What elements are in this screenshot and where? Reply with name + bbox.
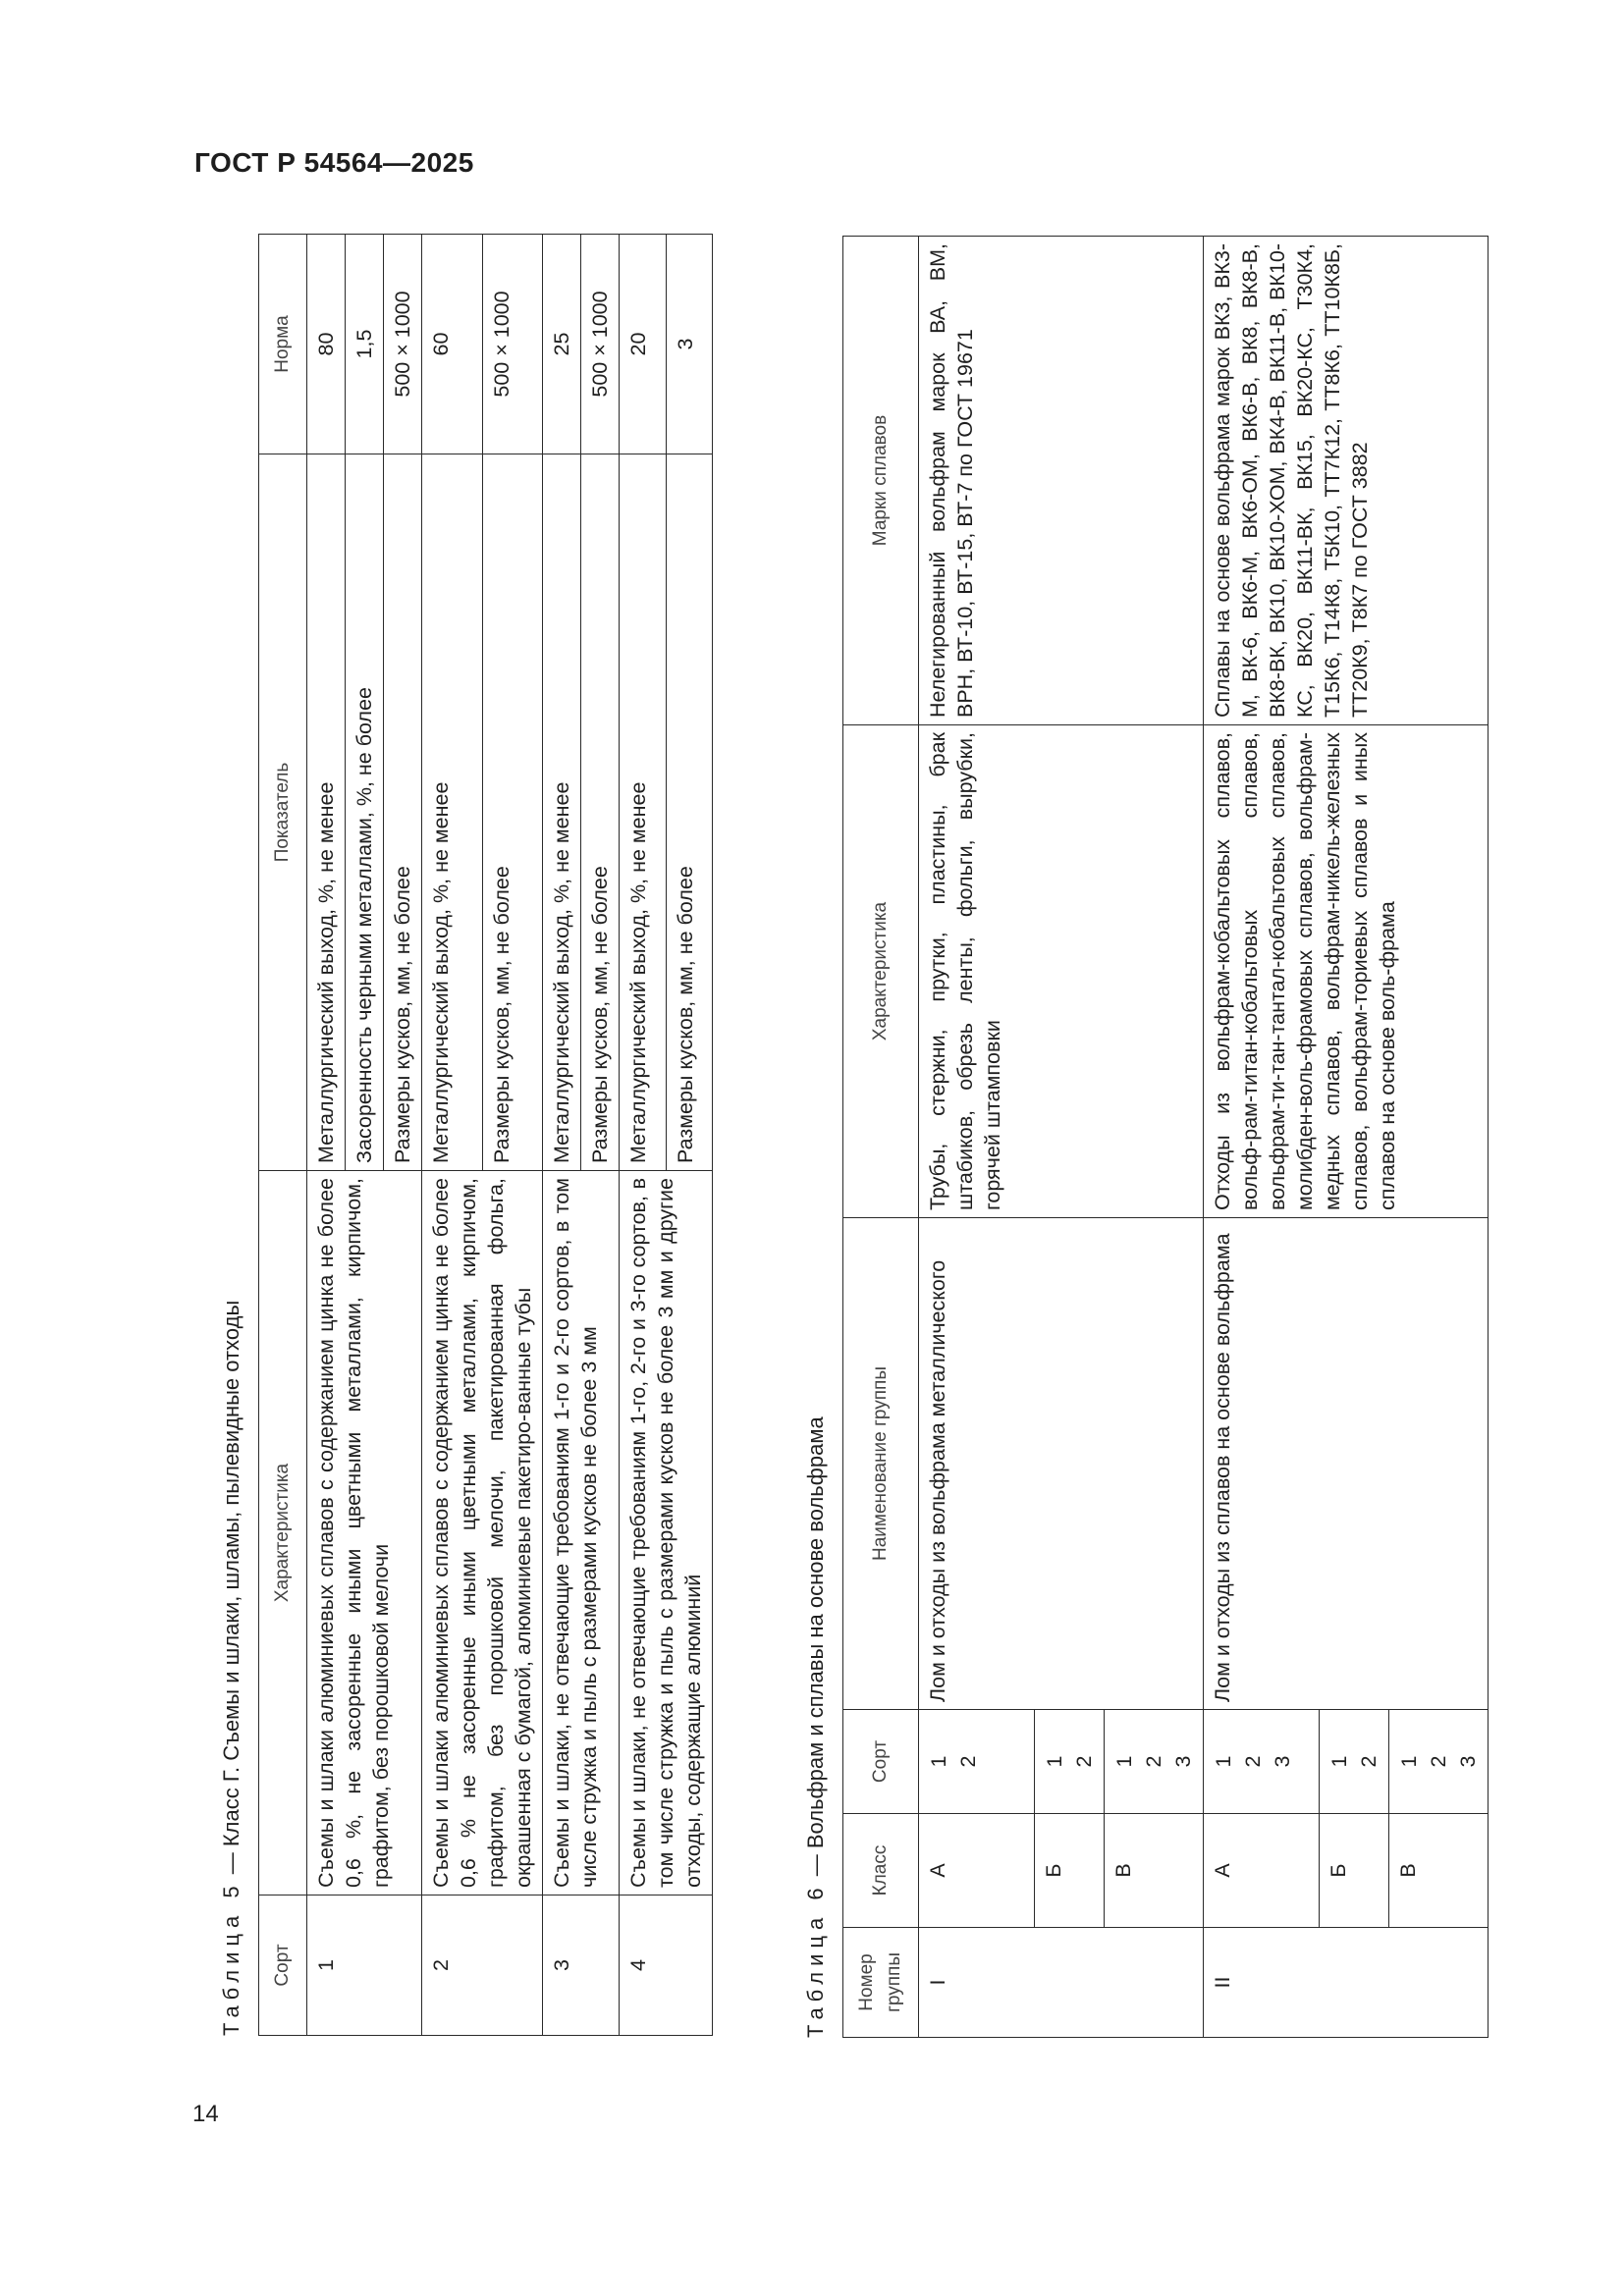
table6-block xyxy=(801,237,1489,2038)
table5-indicator-cell: Размеры кусков, мм, не более xyxy=(384,454,422,1171)
table5-caption-label: Таблица 5 xyxy=(219,1880,244,2036)
table6-caption-text: — Вольфрам и сплавы на основе вольфрама xyxy=(803,1416,828,1883)
table-row xyxy=(620,235,667,2036)
table6-class-cell: В xyxy=(1389,1814,1489,1928)
table5-norm-cell: 1,5 xyxy=(346,235,384,454)
table5-sort-cell: 2 xyxy=(422,1896,543,2036)
table5-norm-cell: 80 xyxy=(307,235,346,454)
table6-group-number-cell: II xyxy=(1204,1928,1489,2038)
table5-norm-cell: 60 xyxy=(422,235,483,454)
table5-sort-cell: 1 xyxy=(307,1896,422,2036)
table5-indicator-cell: Металлургический выход, %, не менее xyxy=(422,454,483,1171)
table5-indicator-cell: Размеры кусков, мм, не более xyxy=(666,454,713,1171)
table6-caption xyxy=(801,237,842,2038)
document-header: ГОСТ Р 54564—2025 xyxy=(194,147,474,178)
table5-norm-cell: 500 × 1000 xyxy=(384,235,422,454)
table5-indicator-cell: Засоренность черными металлами, %, не более xyxy=(346,454,384,1171)
table-row xyxy=(307,235,346,2036)
table5-characteristic-cell: Съемы и шлаки, не отвечающие требованиям 1-го и 2-го сортов, в том числе стружка и пыль с размерами кусков не более 3 мм xyxy=(543,1171,620,1896)
table6-header-group-number: Номер группы xyxy=(843,1928,919,2038)
table5-norm-cell: 25 xyxy=(543,235,581,454)
table-row xyxy=(422,235,483,2036)
table6-alloy-brands-cell: Сплавы на основе вольфрама марок ВК3, ВК3-М, ВК-6, ВК6-М, ВК6-ОМ, ВК6-В, ВК8, ВК8-В, ВК8-ВК, ВК10, ВК10-ХОМ, ВК4-В, ВК11-В, ВК10-КС, ВК20, ВК11-ВК, ВК15, ВК20-КС, Т30К4, Т15К6, Т14К8, Т5К10, ТТ7К12, ТТ8К6, ТТ10К8Б, ТТ20К9, Т8К7 по ГОСТ 3882 xyxy=(1204,237,1489,725)
table5-norm-cell: 500 × 1000 xyxy=(482,235,543,454)
table5-header-characteristic: Характеристика xyxy=(259,1171,307,1896)
table6-sort-cell: 1 2 xyxy=(1035,1710,1105,1814)
table6-header-characteristic: Характеристика xyxy=(843,725,919,1218)
table6-characteristic-cell: Трубы, стержни, прутки, пластины, брак штабиков, обрезь ленты, фольги, вырубки, горячей штамповки xyxy=(919,725,1204,1218)
table5-norm-cell: 20 xyxy=(620,235,667,454)
table5-block xyxy=(217,235,713,2036)
table5-indicator-cell: Металлургический выход, %, не менее xyxy=(543,454,581,1171)
table5-characteristic-cell: Съемы и шлаки, не отвечающие требованиям 1-го, 2-го и 3-го сортов, в том числе стружка и пыль с размерами кусков не более 3 мм и другие отходы, содержащие алюминий xyxy=(620,1171,713,1896)
table5-header-row xyxy=(259,235,307,2036)
table6-header-sort: Сорт xyxy=(843,1710,919,1814)
table6-sort-cell: 1 2 xyxy=(1320,1710,1389,1814)
table6-group-number-cell: I xyxy=(919,1928,1204,2038)
table5-characteristic-cell: Съемы и шлаки алюминиевых сплавов с содержанием цинка не более 0,6 % не засоренные иными цветными металлами, кирпичом, графитом, без порошковой мелочи, пакетированная фольга, окрашенная с бумагой, алюминиевые пакетиро-ванные тубы xyxy=(422,1171,543,1896)
table5-caption xyxy=(217,235,258,2036)
table6-group-name-cell: Лом и отходы из сплавов на основе вольфрама xyxy=(1204,1218,1489,1710)
table5-norm-cell: 3 xyxy=(666,235,713,454)
table6-header-class: Класс xyxy=(843,1814,919,1928)
table5-norm-cell: 500 × 1000 xyxy=(581,235,620,454)
table5 xyxy=(258,234,713,2036)
table-row xyxy=(1204,237,1320,2038)
table6-class-cell: Б xyxy=(1035,1814,1105,1928)
table6-sort-cell: 1 2 xyxy=(919,1710,1035,1814)
table5-indicator-cell: Размеры кусков, мм, не более xyxy=(482,454,543,1171)
table5-characteristic-cell: Съемы и шлаки алюминиевых сплавов с содержанием цинка не более 0,6 %, не засоренные иными цветными металлами, кирпичом, графитом, без порошковой мелочи xyxy=(307,1171,422,1896)
table5-header-norm: Норма xyxy=(259,235,307,454)
table6-sort-cell: 1 2 3 xyxy=(1389,1710,1489,1814)
table6-class-cell: Б xyxy=(1320,1814,1389,1928)
table5-indicator-cell: Металлургический выход, %, не менее xyxy=(307,454,346,1171)
table5-indicator-cell: Металлургический выход, %, не менее xyxy=(620,454,667,1171)
table-row xyxy=(919,237,1035,2038)
table6-sort-cell: 1 2 3 xyxy=(1204,1710,1320,1814)
table5-indicator-cell: Размеры кусков, мм, не более xyxy=(581,454,620,1171)
table5-header-indicator: Показатель xyxy=(259,454,307,1171)
table5-caption-text: — Класс Г. Съемы и шлаки, шламы, пылевидные отходы xyxy=(219,1300,244,1881)
table6-header-alloy-brands: Марки сплавов xyxy=(843,237,919,725)
table6-caption-label: Таблица 6 xyxy=(803,1882,828,2038)
table6-class-cell: А xyxy=(1204,1814,1320,1928)
table6-header-group-name: Наименование группы xyxy=(843,1218,919,1710)
table6-class-cell: А xyxy=(919,1814,1035,1928)
table6-characteristic-cell: Отходы из вольфрам-кобальтовых сплавов, вольф-рам-титан-кобальтовых сплавов, вольфрам-ти-тан-тантал-кобальтовых сплавов, молибден-воль-фрамовых сплавов, вольфрам-медных сплавов, вольфрам-никель-железных сплавов, вольфрам-ториевых сплавов и иных сплавов на основе воль-фрама xyxy=(1204,725,1489,1218)
table-row xyxy=(543,235,581,2036)
table5-header-sort: Сорт xyxy=(259,1896,307,2036)
table6-group-name-cell: Лом и отходы из вольфрама металлического xyxy=(919,1218,1204,1710)
table6 xyxy=(842,236,1489,2038)
table5-sort-cell: 4 xyxy=(620,1896,713,2036)
page-number: 14 xyxy=(192,2101,219,2127)
table6-alloy-brands-cell: Нелегированный вольфрам марок ВА, ВМ, ВРН, ВТ-10, ВТ-15, ВТ-7 по ГОСТ 19671 xyxy=(919,237,1204,725)
table6-sort-cell: 1 2 3 xyxy=(1105,1710,1204,1814)
table6-class-cell: В xyxy=(1105,1814,1204,1928)
table5-sort-cell: 3 xyxy=(543,1896,620,2036)
table6-header-row xyxy=(843,237,919,2038)
